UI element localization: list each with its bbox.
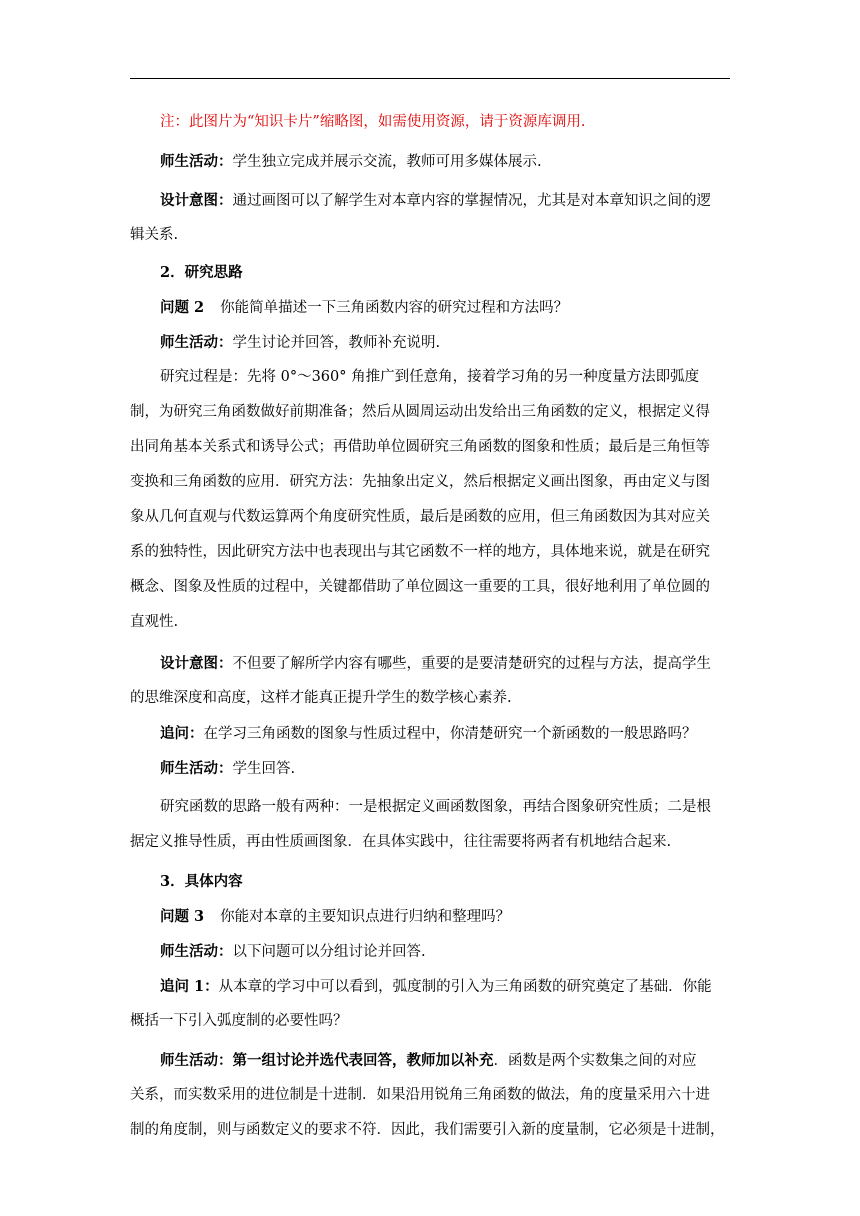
paragraph-line: 系的独特性，因此研究方法中也表现出与其它函数不一样的地方，具体地来说，就是在研究 xyxy=(130,544,710,560)
follow-up-label: 追问： xyxy=(160,725,204,742)
design-intent-continuation: 的思维深度和高度，这样才能真正提升学生的数学核心素养. xyxy=(130,690,512,706)
activity-text: 以下问题可以分组讨论并回答. xyxy=(232,944,426,960)
activity-label: 师生活动：第一组讨论并选代表回答，教师加以补充 xyxy=(160,1052,494,1069)
design-intent-text: 不但要了解所学内容有哪些，重要的是要清楚研究的过程与方法，提高学生 xyxy=(232,656,711,672)
follow-up-question xyxy=(160,716,730,751)
paragraph-line: 直观性. xyxy=(130,614,179,630)
teacher-student-activity-5 xyxy=(130,1043,730,1148)
follow-up-line xyxy=(160,969,730,1004)
section-heading-3: 3．具体内容 xyxy=(160,873,243,890)
activity-continuation: 关系，而实数采用的进位制是十进制．如果沿用锐角三角函数的做法，角的度量采用六十进 xyxy=(130,1087,710,1103)
design-intent-label: 设计意图： xyxy=(160,655,233,672)
document-body xyxy=(130,104,730,1148)
question-text: 你能对本章的主要知识点进行归纳和整理吗？ xyxy=(220,909,511,925)
paragraph-line: 象从几何直观与代数运算两个角度研究性质，最后是函数的应用，但三角函数因为其对应关 xyxy=(130,509,710,525)
design-intent-text: 通过画图可以了解学生对本章内容的掌握情况，尤其是对本章知识之间的逻 xyxy=(232,193,711,209)
design-intent-line xyxy=(160,646,730,681)
question-text: 你能简单描述一下三角函数内容的研究过程和方法吗？ xyxy=(220,300,569,316)
question-label: 问题 3 xyxy=(160,908,205,925)
paragraph-line: 研究过程是：先将 0°～360° 角推广到任意角，接着学习角的另一种度量方法即弧度 xyxy=(160,369,700,385)
teacher-student-activity xyxy=(160,144,730,179)
activity-text: 学生独立完成并展示交流，教师可用多媒体展示. xyxy=(232,154,542,170)
paragraph-line: 据定义推导性质，再由性质画图象．在具体实践中，往往需要将两者有机地结合起来. xyxy=(130,834,672,850)
function-thinking-paragraph xyxy=(130,790,730,860)
section-heading-2: 2．研究思路 xyxy=(160,264,243,281)
activity-line xyxy=(160,1043,730,1078)
follow-up-text: 从本章的学习中可以看到，弧度制的引入为三角函数的研究奠定了基础．你能 xyxy=(218,979,712,995)
follow-up-text: 在学习三角函数的图象与性质过程中，你清楚研究一个新函数的一般思路吗？ xyxy=(203,726,697,742)
teacher-student-activity xyxy=(160,751,730,786)
activity-continuation: 制的角度制，则与函数定义的要求不符．因此，我们需要引入新的度量制，它必须是十进制， xyxy=(130,1122,725,1138)
paragraph-line: 出同角基本关系式和诱导公式；再借助单位圆研究三角函数的图象和性质；最后是三角恒等 xyxy=(130,439,710,455)
resource-note: 注：此图片为“知识卡片”缩略图，如需使用资源，请于资源库调用. xyxy=(160,114,586,130)
design-intent-continuation: 辑关系. xyxy=(130,227,179,243)
teacher-student-activity xyxy=(160,934,730,969)
design-intent xyxy=(130,646,730,716)
paragraph-line: 变换和三角函数的应用．研究方法：先抽象出定义，然后根据定义画出图象，再由定义与图 xyxy=(130,474,710,490)
activity-label: 师生活动： xyxy=(160,334,233,351)
activity-text: 学生讨论并回答，教师补充说明. xyxy=(232,335,441,351)
follow-up-continuation: 概括一下引入弧度制的必要性吗？ xyxy=(130,1013,348,1029)
activity-label: 师生活动： xyxy=(160,153,233,170)
paragraph-line: 研究函数的思路一般有两种：一是根据定义画函数图象，再结合图象研究性质；二是根 xyxy=(160,799,711,815)
activity-text: 学生回答. xyxy=(232,761,296,777)
teacher-student-activity xyxy=(160,325,730,360)
design-intent-line xyxy=(160,183,730,218)
paragraph-line: 制，为研究三角函数做好前期准备；然后从圆周运动出发给出三角函数的定义，根据定义得 xyxy=(130,404,710,420)
activity-text: ．函数是两个实数集之间的对应 xyxy=(493,1053,697,1069)
design-intent xyxy=(130,183,730,253)
activity-label: 师生活动： xyxy=(160,943,233,960)
header-rule xyxy=(130,78,730,79)
question-3 xyxy=(160,899,730,934)
activity-label: 师生活动： xyxy=(160,760,233,777)
question-label: 问题 2 xyxy=(160,299,205,316)
paragraph-line: 概念、图象及性质的过程中，关键都借助了单位圆这一重要的工具，很好地利用了单位圆的 xyxy=(130,579,710,595)
follow-up-question-1 xyxy=(130,969,730,1039)
follow-up-label: 追问 1： xyxy=(160,978,219,995)
research-process-paragraph xyxy=(130,360,730,640)
design-intent-label: 设计意图： xyxy=(160,192,233,209)
question-2 xyxy=(160,290,730,325)
